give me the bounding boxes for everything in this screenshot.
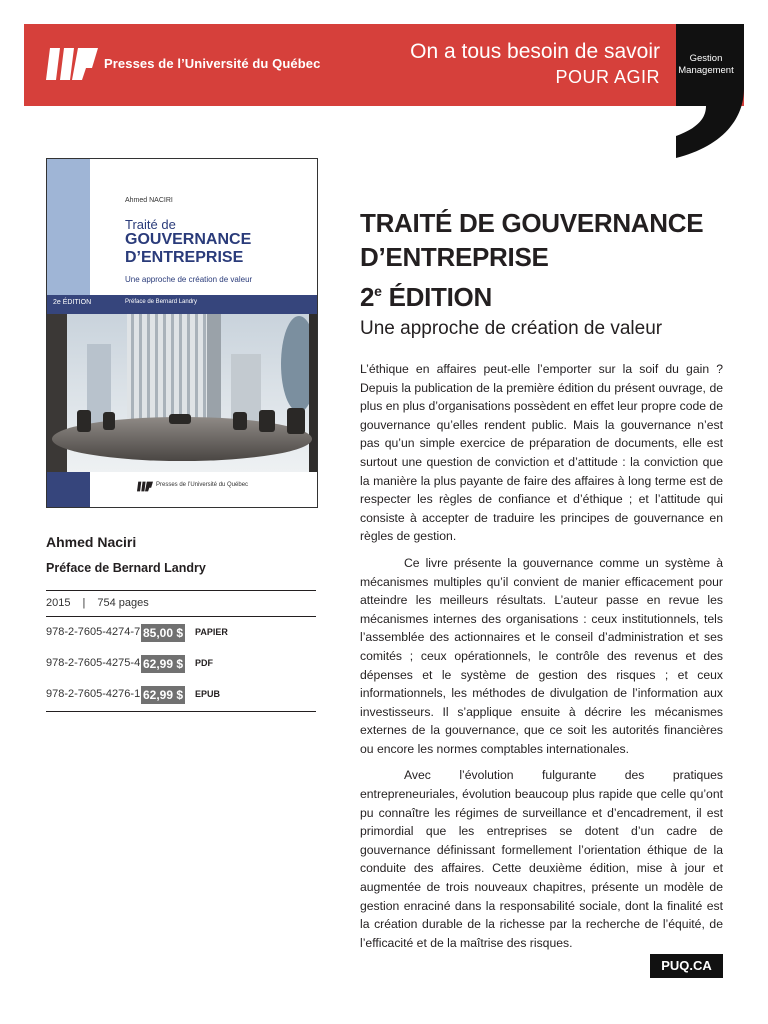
isbn: 978-2-7605-4276-1 — [46, 688, 141, 700]
price-badge: 62,99 $ — [142, 657, 184, 671]
cover-footer-band — [47, 472, 90, 507]
cover-puq-logo-icon — [137, 481, 153, 492]
meta-separator: | — [82, 597, 86, 609]
section-tab-comma — [676, 24, 744, 158]
description-paragraph-3: Avec l’évolution fulgurante des pratiques entrepreneuriales, évolution beaucoup plus rapide que celle qu’ont pu connaître les régimes de surveillance et d’encadrement, il est primordial que les entreprises se dotent d’un cadre de gouvernance définissant formellement l’orientation éthique de la conduite des affaires. Cette deuxième édition, mise à jour et augmentée de trois nouveaux chapitres, présente un modèle de gestion enraciné dans la responsabilité sociale, dont la finalité est la création durable de la richesse par la recherche de l’équité, de l’efficacité et de la maîtrise des risques. — [360, 768, 723, 950]
section-label-management: Management — [678, 65, 734, 76]
format-label: EPUB — [195, 689, 221, 699]
slogan-line-1: On a tous besoin de savoir — [410, 40, 660, 63]
cover-title-line-2: GOUVERNANCE — [125, 231, 252, 248]
cover-publisher: Presses de l’Université du Québec — [156, 482, 249, 488]
cover-edition: 2e ÉDITION — [53, 299, 92, 306]
section-label-gestion: Gestion — [689, 53, 723, 64]
cover-title-line-3: D’ENTREPRISE — [125, 249, 244, 266]
format-label: PDF — [195, 658, 213, 668]
puq-logo-icon — [46, 48, 98, 80]
book-pages: 754 pages — [97, 597, 149, 609]
cover-color-band — [47, 159, 90, 295]
cover-boardroom-photo — [47, 314, 317, 472]
description-paragraph-2: Ce livre présente la gouvernance comme un système à mécanismes multiples qu’il convient de manier efficacement pour atteindre les meilleurs résultats. L’auteur passe en revue les mécanismes internes des organisations : ceux institutionnels, tels l’assemblée des actionnaires et le conseil d’administration et ses comités ; ceux opérationnels, le contrôle des revenus et des dépenses et le système de gestion des risques ; et ceux informationnels, les méthodes de divulgation de l’information aux investisseurs. Il s’applique ensuite à décrire les mécanismes externes de la gouvernance, que ce soit les autorités financières ou encore les normes comptables internationales. — [360, 555, 723, 756]
cover-preface: Préface de Bernard Landry — [125, 299, 198, 305]
cover-author: Ahmed NACIRI — [125, 197, 173, 204]
isbn: 978-2-7605-4274-7 — [46, 626, 141, 638]
edition-number: 2 — [360, 282, 375, 312]
book-cover — [46, 158, 318, 508]
price-badge: 85,00 $ — [142, 626, 184, 640]
cover-title-main — [125, 231, 251, 267]
press-name: Presses de l’Université du Québec — [104, 56, 321, 71]
title-line-1: TRAITÉ DE GOUVERNANCE — [360, 208, 704, 238]
header-band — [24, 24, 744, 106]
book-year: 2015 — [46, 597, 71, 609]
divider-bottom — [46, 711, 316, 712]
edition-word: ÉDITION — [381, 282, 492, 312]
isbn: 978-2-7605-4275-4 — [46, 657, 141, 669]
book-meta — [46, 597, 149, 609]
website-link[interactable]: PUQ.CA — [650, 954, 723, 978]
book-preface: Préface de Bernard Landry — [46, 561, 206, 575]
slogan-line-2: POUR AGIR — [555, 67, 660, 87]
price-badge: 62,99 $ — [142, 688, 184, 702]
cover-subtitle: Une approche de création de valeur — [125, 275, 253, 284]
description — [360, 360, 723, 960]
description-paragraph-1: L’éthique en affaires peut-elle l’emporter sur la soif du gain ? Depuis la publication de la première édition du présent ouvrage, de plus en plus d’organisations possèdent en effet leur propre code de gouvernance qu’elles rendent public. Mais la gouvernance n’est pas qu’un simple exercice de préparation de documents, elle est surtout une question de conviction et d’attitude : la conviction que la manière la plus payante de faire des affaires à long terme est de respecter les règles de confiance et d’éthique ; et l’attitude qui consiste à accepter de traduire les principes de gouvernance en règles de gestion. — [360, 362, 723, 544]
book-subtitle: Une approche de création de valeur — [360, 318, 663, 339]
format-label: PAPIER — [195, 627, 228, 637]
title-line-3 — [360, 274, 703, 314]
book-author: Ahmed Naciri — [46, 534, 137, 550]
title-line-2: D’ENTREPRISE — [360, 242, 549, 272]
cover-title-line-1: Traité de — [125, 217, 176, 232]
book-title — [360, 206, 703, 314]
divider-middle — [46, 616, 316, 617]
edition-superscript: e — [374, 283, 382, 299]
divider-top — [46, 590, 316, 591]
section-tab-label — [676, 53, 736, 77]
